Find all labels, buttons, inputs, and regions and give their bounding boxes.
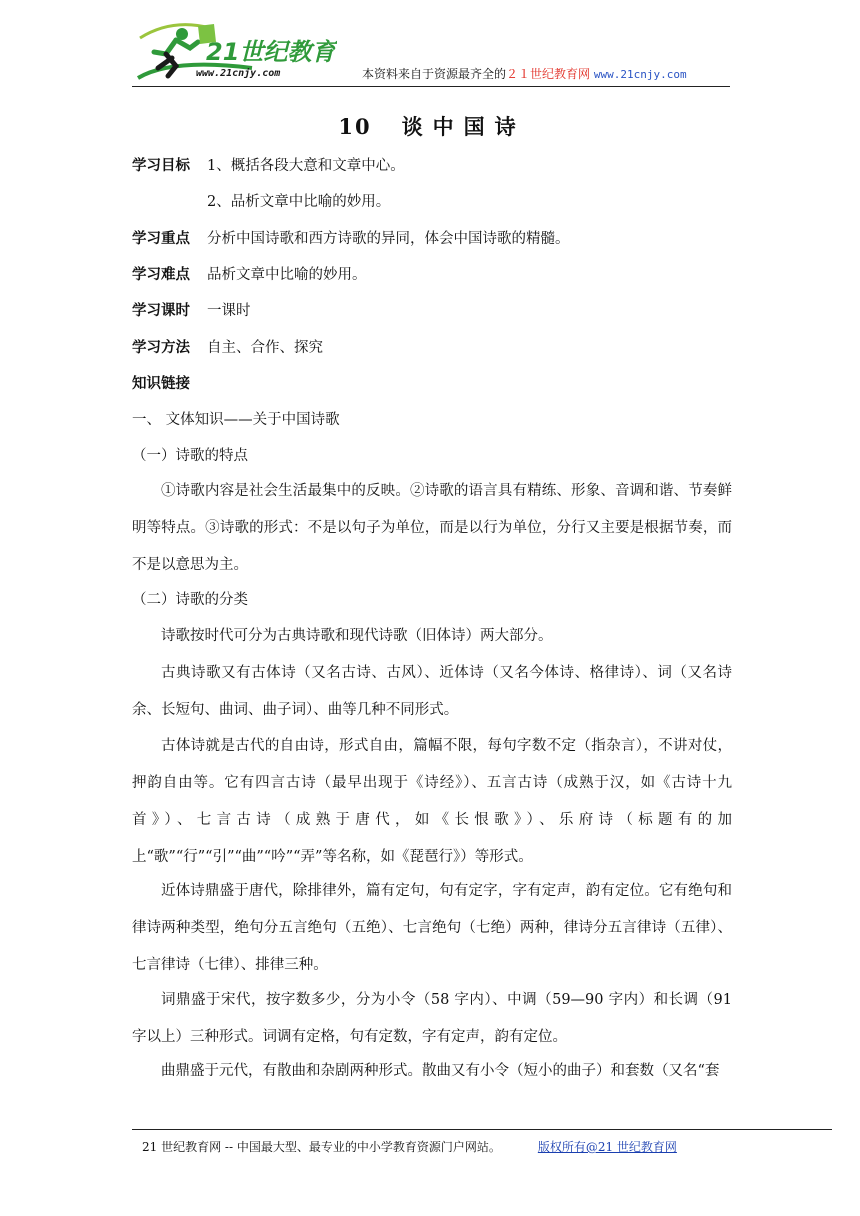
method-row bbox=[132, 338, 323, 358]
paragraph: 近体诗鼎盛于唐代，除排律外，篇有定句，句有定字，字有定声，韵有定位。它有绝句和律诗两种类型，绝句分五言绝句（五绝）、七言绝句（七绝）两种，律诗分五言律诗（五律）、七言律诗（七律）、排律三种。 bbox=[132, 883, 732, 973]
section1-heading: 一、 文体知识——关于中国诗歌 bbox=[132, 412, 340, 428]
focus-text: 分析中国诗歌和西方诗歌的异同，体会中国诗歌的精髓。 bbox=[207, 231, 570, 247]
paragraph: 诗歌按时代可分为古典诗歌和现代诗歌（旧体诗）两大部分。 bbox=[161, 628, 553, 644]
difficulty-label: 学习难点 bbox=[132, 266, 190, 283]
footer-divider bbox=[132, 1129, 832, 1130]
page-footer bbox=[142, 1138, 677, 1155]
title-char: 谈 bbox=[401, 114, 425, 139]
source-url-link[interactable]: www.21cnjy.com bbox=[593, 68, 687, 81]
paragraph: 古典诗歌又有古体诗（又名古诗、古风）、近体诗（又名今体诗、格律诗）、词（又名诗余、长短句、曲词、曲子词）、曲等几种不同形式。 bbox=[132, 665, 732, 718]
method-text: 自主、合作、探究 bbox=[207, 340, 323, 356]
logo-url: www.21cnjy.com bbox=[196, 68, 281, 79]
lesson-number: 10 bbox=[338, 114, 372, 139]
knowledge-heading bbox=[132, 374, 207, 394]
source-site-link[interactable]: ２１世纪教育网 bbox=[506, 67, 591, 81]
page-title bbox=[0, 111, 860, 141]
hours-text: 一课时 bbox=[207, 303, 251, 319]
difficulty-row bbox=[132, 265, 367, 285]
paragraph: ①诗歌内容是社会生活最集中的反映。②诗歌的语言具有精练、形象、音调和谐、节奏鲜明等特点。③诗歌的形式：不是以句子为单位，而是以行为单位，分行又主要是根据节奏，而不是以意思为主。 bbox=[132, 483, 732, 573]
sub1-heading: （一）诗歌的特点 bbox=[132, 448, 248, 464]
page-header bbox=[132, 18, 730, 87]
hours-row bbox=[132, 301, 251, 321]
sub2-heading: （二）诗歌的分类 bbox=[132, 592, 248, 608]
footer-text: 21 世纪教育网 -- 中国最大型、最专业的中小学教育资源门户网站。 bbox=[142, 1140, 501, 1154]
source-note bbox=[362, 65, 687, 82]
focus-label: 学习重点 bbox=[132, 230, 190, 247]
method-label: 学习方法 bbox=[132, 339, 190, 356]
objective-item: 2、品析文章中比喻的妙用。 bbox=[207, 194, 391, 210]
title-char: 国 bbox=[463, 114, 487, 139]
source-prefix: 本资料来自于资源最齐全的 bbox=[362, 67, 507, 81]
paragraph: 古体诗就是古代的自由诗，形式自由，篇幅不限，每句字数不定（指杂言），不讲对仗，押韵自由等。它有四言古诗（最早出现于《诗经》）、五言古诗（成熟于汉，如《古诗十九首》）、七言古诗（成熟于唐代，如《长恨歌》）、乐府诗（标题有的加上“歌”“行”“引”“曲”“吟”“弄”等名称，如《琵琶行》）等形式。 bbox=[132, 738, 732, 865]
copyright-link[interactable]: 版权所有@21 世纪教育网 bbox=[537, 1140, 677, 1154]
difficulty-text: 品析文章中比喻的妙用。 bbox=[207, 267, 367, 283]
runner-logo-icon bbox=[132, 18, 337, 82]
paragraph: 词鼎盛于宋代，按字数多少，分为小令（58 字内）、中调（59—90 字内）和长调（91 字以上）三种形式。词调有定格，句有定数，字有定声，韵有定位。 bbox=[132, 992, 732, 1045]
hours-label: 学习课时 bbox=[132, 302, 190, 319]
title-char: 诗 bbox=[494, 114, 518, 139]
objectives-row bbox=[132, 156, 405, 176]
focus-row bbox=[132, 229, 570, 249]
logo-title: 21世纪教育 bbox=[206, 38, 336, 66]
paragraph: 曲鼎盛于元代，有散曲和杂剧两种形式。散曲又有小令（短小的曲子）和套数（又名“套 bbox=[161, 1063, 720, 1079]
objective-item-row bbox=[207, 192, 390, 212]
objectives-label: 学习目标 bbox=[132, 157, 190, 174]
objective-item: 1、概括各段大意和文章中心。 bbox=[207, 158, 405, 174]
title-char: 中 bbox=[432, 114, 456, 139]
knowledge-label: 知识链接 bbox=[132, 375, 190, 392]
site-logo[interactable] bbox=[132, 18, 337, 82]
